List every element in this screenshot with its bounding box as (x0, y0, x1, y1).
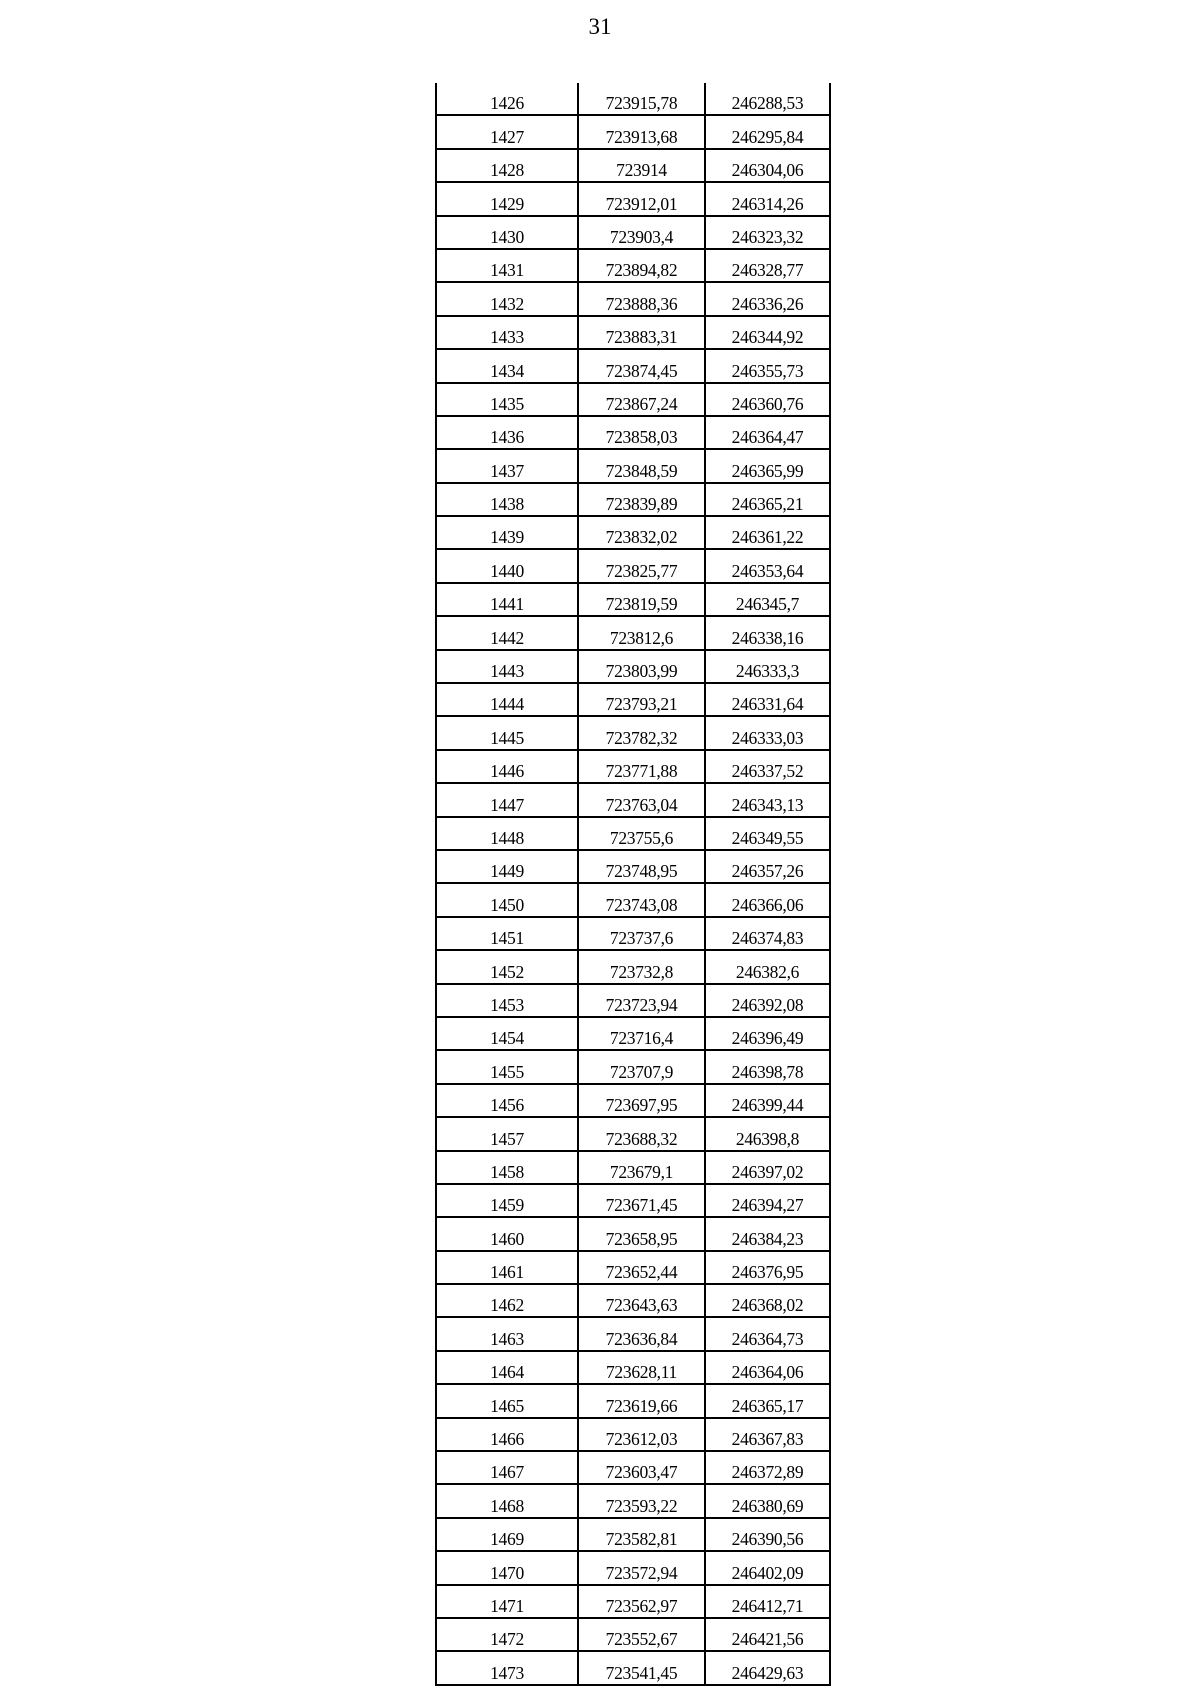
point-number-cell: 1430 (436, 216, 578, 249)
point-number-cell: 1448 (436, 817, 578, 850)
table-row (436, 850, 830, 883)
y-coordinate-cell: 246365,99 (705, 449, 830, 482)
table-row (436, 549, 830, 582)
point-number-cell: 1472 (436, 1618, 578, 1651)
table-row (436, 1551, 830, 1584)
point-number-cell: 1436 (436, 416, 578, 449)
table-row (436, 716, 830, 749)
point-number-cell: 1447 (436, 783, 578, 816)
point-number-cell: 1460 (436, 1217, 578, 1250)
y-coordinate-cell: 246361,22 (705, 516, 830, 549)
table-row (436, 83, 830, 115)
table-row (436, 1184, 830, 1217)
x-coordinate-cell: 723763,04 (578, 783, 705, 816)
coordinates-table (435, 83, 831, 1686)
y-coordinate-cell: 246337,52 (705, 750, 830, 783)
point-number-cell: 1431 (436, 249, 578, 282)
x-coordinate-cell: 723888,36 (578, 282, 705, 315)
point-number-cell: 1456 (436, 1084, 578, 1117)
y-coordinate-cell: 246323,32 (705, 216, 830, 249)
y-coordinate-cell: 246398,78 (705, 1050, 830, 1083)
y-coordinate-cell: 246364,73 (705, 1317, 830, 1350)
point-number-cell: 1428 (436, 149, 578, 182)
point-number-cell: 1473 (436, 1651, 578, 1684)
x-coordinate-cell: 723552,67 (578, 1618, 705, 1651)
point-number-cell: 1427 (436, 115, 578, 148)
y-coordinate-cell: 246349,55 (705, 817, 830, 850)
point-number-cell: 1429 (436, 182, 578, 215)
y-coordinate-cell: 246355,73 (705, 349, 830, 382)
point-number-cell: 1454 (436, 1017, 578, 1050)
y-coordinate-cell: 246429,63 (705, 1651, 830, 1684)
point-number-cell: 1437 (436, 449, 578, 482)
y-coordinate-cell: 246338,16 (705, 616, 830, 649)
table-row (436, 249, 830, 282)
y-coordinate-cell: 246336,26 (705, 282, 830, 315)
y-coordinate-cell: 246402,09 (705, 1551, 830, 1584)
y-coordinate-cell: 246353,64 (705, 549, 830, 582)
table-row (436, 1117, 830, 1150)
y-coordinate-cell: 246295,84 (705, 115, 830, 148)
table-row (436, 1317, 830, 1350)
y-coordinate-cell: 246397,02 (705, 1151, 830, 1184)
y-coordinate-cell: 246376,95 (705, 1251, 830, 1284)
y-coordinate-cell: 246365,17 (705, 1384, 830, 1417)
y-coordinate-cell: 246421,56 (705, 1618, 830, 1651)
x-coordinate-cell: 723867,24 (578, 383, 705, 416)
point-number-cell: 1467 (436, 1451, 578, 1484)
point-number-cell: 1458 (436, 1151, 578, 1184)
y-coordinate-cell: 246357,26 (705, 850, 830, 883)
x-coordinate-cell: 723819,59 (578, 583, 705, 616)
point-number-cell: 1453 (436, 984, 578, 1017)
table-row (436, 1418, 830, 1451)
table-row (436, 783, 830, 816)
x-coordinate-cell: 723782,32 (578, 716, 705, 749)
x-coordinate-cell: 723671,45 (578, 1184, 705, 1217)
x-coordinate-cell: 723848,59 (578, 449, 705, 482)
x-coordinate-cell: 723732,8 (578, 950, 705, 983)
y-coordinate-cell: 246304,06 (705, 149, 830, 182)
point-number-cell: 1466 (436, 1418, 578, 1451)
point-number-cell: 1462 (436, 1284, 578, 1317)
point-number-cell: 1457 (436, 1117, 578, 1150)
y-coordinate-cell: 246390,56 (705, 1518, 830, 1551)
y-coordinate-cell: 246360,76 (705, 383, 830, 416)
y-coordinate-cell: 246374,83 (705, 917, 830, 950)
table-row (436, 1451, 830, 1484)
table-row (436, 516, 830, 549)
x-coordinate-cell: 723679,1 (578, 1151, 705, 1184)
x-coordinate-cell: 723716,4 (578, 1017, 705, 1050)
table-row (436, 1217, 830, 1250)
table-row (436, 115, 830, 148)
x-coordinate-cell: 723582,81 (578, 1518, 705, 1551)
x-coordinate-cell: 723874,45 (578, 349, 705, 382)
x-coordinate-cell: 723812,6 (578, 616, 705, 649)
y-coordinate-cell: 246366,06 (705, 883, 830, 916)
table-row (436, 817, 830, 850)
table-row (436, 282, 830, 315)
table-row (436, 583, 830, 616)
x-coordinate-cell: 723915,78 (578, 83, 705, 115)
point-number-cell: 1455 (436, 1050, 578, 1083)
point-number-cell: 1470 (436, 1551, 578, 1584)
point-number-cell: 1432 (436, 282, 578, 315)
point-number-cell: 1450 (436, 883, 578, 916)
point-number-cell: 1468 (436, 1484, 578, 1517)
point-number-cell: 1441 (436, 583, 578, 616)
x-coordinate-cell: 723883,31 (578, 316, 705, 349)
point-number-cell: 1433 (436, 316, 578, 349)
x-coordinate-cell: 723825,77 (578, 549, 705, 582)
table-row (436, 449, 830, 482)
y-coordinate-cell: 246288,53 (705, 83, 830, 115)
point-number-cell: 1464 (436, 1351, 578, 1384)
table-row (436, 182, 830, 215)
table-row (436, 950, 830, 983)
table-row (436, 149, 830, 182)
y-coordinate-cell: 246394,27 (705, 1184, 830, 1217)
y-coordinate-cell: 246333,3 (705, 650, 830, 683)
point-number-cell: 1451 (436, 917, 578, 950)
table-row (436, 416, 830, 449)
table-row (436, 683, 830, 716)
x-coordinate-cell: 723748,95 (578, 850, 705, 883)
x-coordinate-cell: 723572,94 (578, 1551, 705, 1584)
page-number: 31 (588, 14, 612, 39)
x-coordinate-cell: 723793,21 (578, 683, 705, 716)
table-row (436, 750, 830, 783)
point-number-cell: 1439 (436, 516, 578, 549)
table-row (436, 216, 830, 249)
y-coordinate-cell: 246367,83 (705, 1418, 830, 1451)
point-number-cell: 1452 (436, 950, 578, 983)
table-row (436, 483, 830, 516)
table-row (436, 1050, 830, 1083)
y-coordinate-cell: 246328,77 (705, 249, 830, 282)
x-coordinate-cell: 723832,02 (578, 516, 705, 549)
point-number-cell: 1440 (436, 549, 578, 582)
point-number-cell: 1442 (436, 616, 578, 649)
x-coordinate-cell: 723894,82 (578, 249, 705, 282)
point-number-cell: 1461 (436, 1251, 578, 1284)
point-number-cell: 1446 (436, 750, 578, 783)
table-row (436, 1384, 830, 1417)
y-coordinate-cell: 246343,13 (705, 783, 830, 816)
x-coordinate-cell: 723743,08 (578, 883, 705, 916)
table-row (436, 1618, 830, 1651)
x-coordinate-cell: 723643,63 (578, 1284, 705, 1317)
table-row (436, 917, 830, 950)
table-row (436, 984, 830, 1017)
table-row (436, 650, 830, 683)
y-coordinate-cell: 246331,64 (705, 683, 830, 716)
table-row (436, 1585, 830, 1618)
x-coordinate-cell: 723688,32 (578, 1117, 705, 1150)
x-coordinate-cell: 723858,03 (578, 416, 705, 449)
x-coordinate-cell: 723803,99 (578, 650, 705, 683)
x-coordinate-cell: 723652,44 (578, 1251, 705, 1284)
y-coordinate-cell: 246396,49 (705, 1017, 830, 1050)
y-coordinate-cell: 246398,8 (705, 1117, 830, 1150)
table-row (436, 383, 830, 416)
table-row (436, 1017, 830, 1050)
y-coordinate-cell: 246364,47 (705, 416, 830, 449)
y-coordinate-cell: 246399,44 (705, 1084, 830, 1117)
x-coordinate-cell: 723914 (578, 149, 705, 182)
point-number-cell: 1434 (436, 349, 578, 382)
x-coordinate-cell: 723612,03 (578, 1418, 705, 1451)
x-coordinate-cell: 723593,22 (578, 1484, 705, 1517)
x-coordinate-cell: 723913,68 (578, 115, 705, 148)
table-row (436, 883, 830, 916)
y-coordinate-cell: 246364,06 (705, 1351, 830, 1384)
x-coordinate-cell: 723839,89 (578, 483, 705, 516)
x-coordinate-cell: 723912,01 (578, 182, 705, 215)
y-coordinate-cell: 246344,92 (705, 316, 830, 349)
table-row (436, 349, 830, 382)
point-number-cell: 1449 (436, 850, 578, 883)
y-coordinate-cell: 246382,6 (705, 950, 830, 983)
point-number-cell: 1444 (436, 683, 578, 716)
x-coordinate-cell: 723541,45 (578, 1651, 705, 1684)
table-row (436, 1284, 830, 1317)
table-row (436, 1651, 830, 1684)
x-coordinate-cell: 723707,9 (578, 1050, 705, 1083)
table-row (436, 1484, 830, 1517)
y-coordinate-cell: 246380,69 (705, 1484, 830, 1517)
table-row (436, 316, 830, 349)
y-coordinate-cell: 246345,7 (705, 583, 830, 616)
x-coordinate-cell: 723771,88 (578, 750, 705, 783)
point-number-cell: 1435 (436, 383, 578, 416)
y-coordinate-cell: 246372,89 (705, 1451, 830, 1484)
table-row (436, 1151, 830, 1184)
x-coordinate-cell: 723697,95 (578, 1084, 705, 1117)
y-coordinate-cell: 246314,26 (705, 182, 830, 215)
x-coordinate-cell: 723737,6 (578, 917, 705, 950)
y-coordinate-cell: 246365,21 (705, 483, 830, 516)
table-row (436, 1251, 830, 1284)
x-coordinate-cell: 723723,94 (578, 984, 705, 1017)
table-row (436, 1084, 830, 1117)
x-coordinate-cell: 723562,97 (578, 1585, 705, 1618)
x-coordinate-cell: 723628,11 (578, 1351, 705, 1384)
point-number-cell: 1438 (436, 483, 578, 516)
x-coordinate-cell: 723636,84 (578, 1317, 705, 1350)
table-row (436, 1518, 830, 1551)
point-number-cell: 1471 (436, 1585, 578, 1618)
x-coordinate-cell: 723755,6 (578, 817, 705, 850)
point-number-cell: 1463 (436, 1317, 578, 1350)
x-coordinate-cell: 723619,66 (578, 1384, 705, 1417)
y-coordinate-cell: 246384,23 (705, 1217, 830, 1250)
y-coordinate-cell: 246412,71 (705, 1585, 830, 1618)
x-coordinate-cell: 723603,47 (578, 1451, 705, 1484)
x-coordinate-cell: 723658,95 (578, 1217, 705, 1250)
table-row (436, 1351, 830, 1384)
point-number-cell: 1443 (436, 650, 578, 683)
y-coordinate-cell: 246368,02 (705, 1284, 830, 1317)
point-number-cell: 1469 (436, 1518, 578, 1551)
point-number-cell: 1465 (436, 1384, 578, 1417)
x-coordinate-cell: 723903,4 (578, 216, 705, 249)
point-number-cell: 1459 (436, 1184, 578, 1217)
coordinates-table-body (436, 83, 830, 1685)
y-coordinate-cell: 246392,08 (705, 984, 830, 1017)
point-number-cell: 1426 (436, 83, 578, 115)
point-number-cell: 1445 (436, 716, 578, 749)
table-row (436, 616, 830, 649)
y-coordinate-cell: 246333,03 (705, 716, 830, 749)
